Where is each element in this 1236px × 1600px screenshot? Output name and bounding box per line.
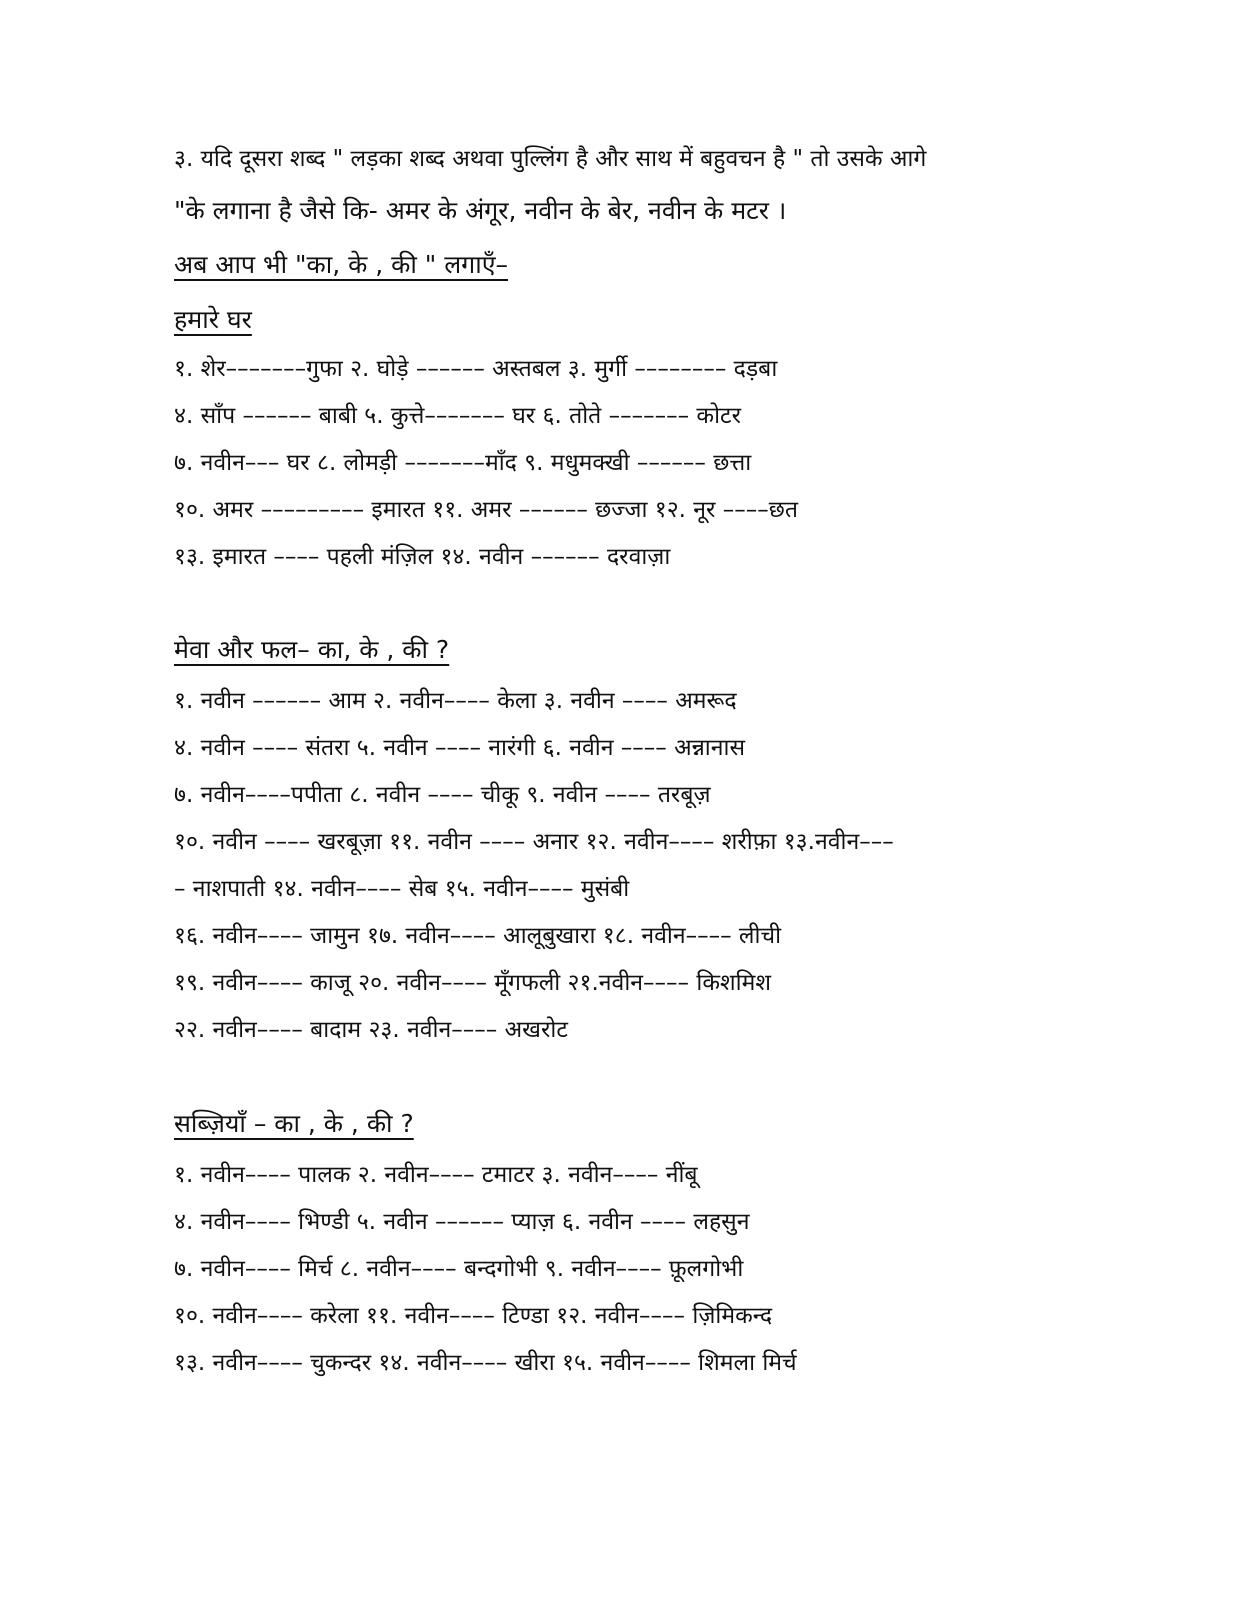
exercise-line: १०. अमर ––––––––– इमारत ११. अमर –––––– छज्जा १२. नूर ––––छत: [174, 497, 798, 523]
exercise-line: १९. नवीन–––– काजू २०. नवीन–––– मूँगफली २१.नवीन–––– किशमिश: [174, 970, 771, 996]
exercise-line: ४. नवीन –––– संतरा ५. नवीन –––– नारंगी ६. नवीन –––– अन्नानास: [174, 735, 746, 761]
exercise-line: १. नवीन–––– पालक २. नवीन–––– टमाटर ३. नवीन–––– नींबू: [174, 1162, 698, 1188]
exercise-line: १३. इमारत –––– पहली मंज़िल १४. नवीन –––––– दरवाज़ा: [174, 544, 671, 570]
instruction-heading: अब आप भी "का, के , की " लगाएँ–: [174, 250, 509, 279]
section-heading-homes: हमारे घर: [174, 305, 252, 334]
section-heading-vegetables: सब्ज़ियाँ – का , के , की ?: [174, 1109, 414, 1138]
exercise-line: ४. साँप –––––– बाबी ५. कुत्ते––––––– घर ६. तोते ––––––– कोटर: [174, 403, 742, 429]
exercise-line: १०. नवीन–––– करेला ११. नवीन–––– टिण्डा १२. नवीन–––– ज़िमिकन्द: [174, 1303, 773, 1329]
exercise-line: १. नवीन –––––– आम २. नवीन–––– केला ३. नवीन –––– अमरूद: [174, 688, 737, 714]
intro-line-2: "के लगाना है जैसे कि- अमर के अंगूर, नवीन के बेर, नवीन के मटर ।: [174, 196, 787, 225]
exercise-line: १. शेर–––––––गुफा २. घोड़े –––––– अस्तबल ३. मुर्गी –––––––– दड़बा: [174, 356, 778, 382]
exercise-line: ७. नवीन–––– मिर्च ८. नवीन–––– बन्दगोभी ९. नवीन–––– फ़ूलगोभी: [174, 1256, 744, 1282]
exercise-line: १०. नवीन –––– खरबूज़ा ११. नवीन –––– अनार १२. नवीन–––– शरीफ़ा १३.नवीन–––: [174, 829, 894, 855]
exercise-line: १३. नवीन–––– चुकन्दर १४. नवीन–––– खीरा १५. नवीन–––– शिमला मिर्च: [174, 1350, 797, 1376]
exercise-line: ४. नवीन–––– भिण्डी ५. नवीन –––––– प्याज़ ६. नवीन –––– लहसुन: [174, 1209, 750, 1235]
intro-line-1: ३. यदि दूसरा शब्द " लड़का शब्द अथवा पुल्लिंग है और साथ में बहुवचन है " तो उसके आगे: [174, 146, 927, 172]
exercise-line: २२. नवीन–––– बादाम २३. नवीन–––– अखरोट: [174, 1017, 568, 1043]
exercise-line: १६. नवीन–––– जामुन १७. नवीन–––– आलूबुखारा १८. नवीन–––– लीची: [174, 923, 782, 949]
exercise-line: – नाशपाती १४. नवीन–––– सेब १५. नवीन–––– मुसंबी: [174, 876, 630, 902]
exercise-line: ७. नवीन––– घर ८. लोमड़ी –––––––माँद ९. मधुमक्खी –––––– छत्ता: [174, 450, 752, 476]
section-heading-fruits: मेवा और फल– का, के , की ?: [174, 635, 450, 664]
exercise-line: ७. नवीन––––पपीता ८. नवीन –––– चीकू ९. नवीन –––– तरबूज़: [174, 782, 711, 808]
